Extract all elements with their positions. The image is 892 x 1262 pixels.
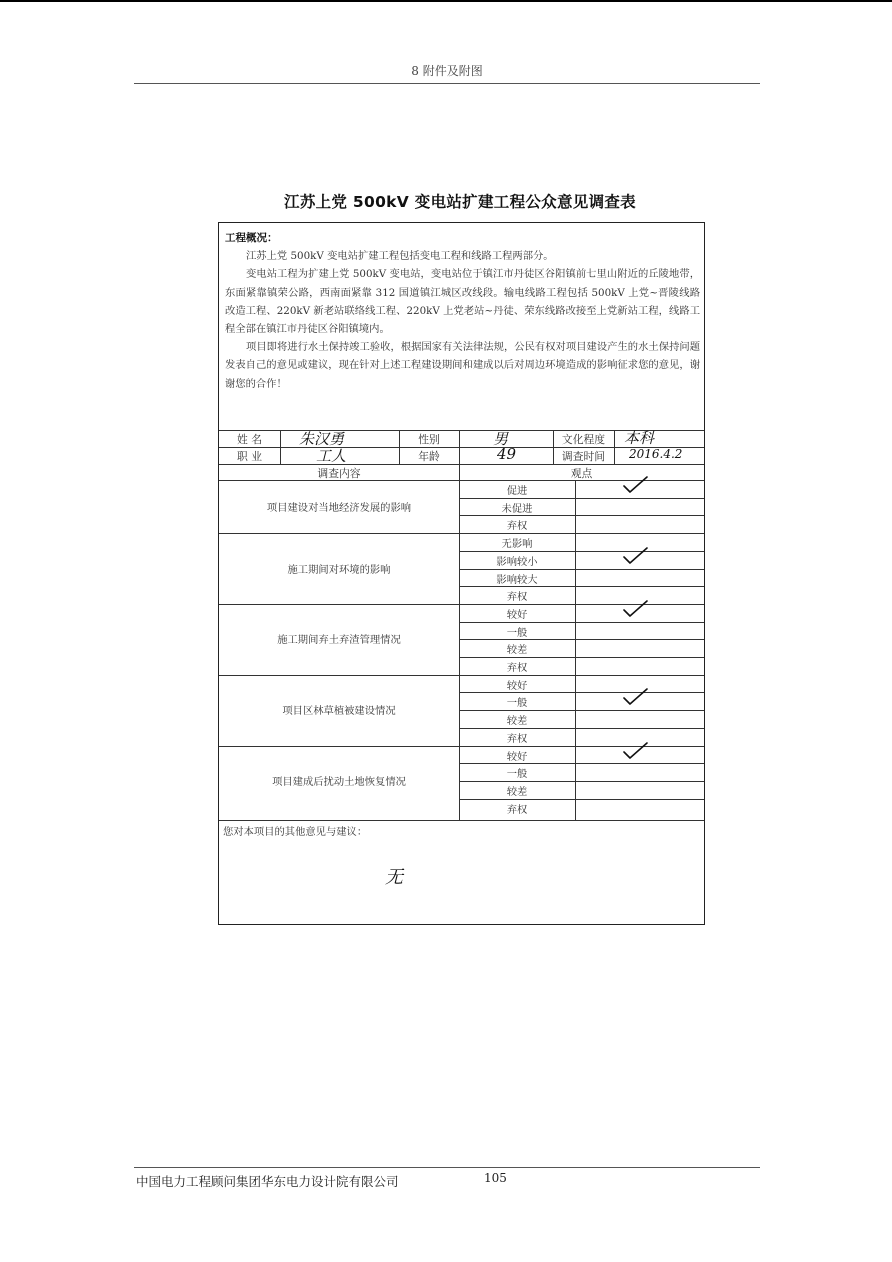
content-header: 调查内容 xyxy=(317,467,361,480)
question-topic: 项目区林草植被建设情况 xyxy=(282,705,396,718)
question-rule xyxy=(219,675,704,676)
option-label: 较差 xyxy=(506,715,528,728)
comments-value: 无 xyxy=(385,867,403,888)
survey-table xyxy=(218,222,705,925)
project-overview xyxy=(225,229,700,393)
date-value: 2016.4.2 xyxy=(629,447,683,461)
overview-paragraph-3: 项目即将进行水土保持竣工验收，根据国家有关法律法规，公民有权对项目建设产生的水土保持问题发表自己的意见或建议，现在针对上述工程建设期间和建成以后对周边环境造成的影响征求您的意见，谢谢您的合作！ xyxy=(225,341,700,390)
option-label: 未促进 xyxy=(501,502,533,515)
gender-label: 性别 xyxy=(418,433,440,446)
option-label: 一般 xyxy=(506,626,528,639)
option-rule xyxy=(459,692,704,693)
option-label: 弃权 xyxy=(506,662,528,674)
date-label: 调查时间 xyxy=(561,450,606,463)
option-label: 一般 xyxy=(506,697,528,710)
option-rule xyxy=(459,710,704,711)
option-label: 较好 xyxy=(506,679,528,692)
page-header: 8 附件及附图 xyxy=(411,64,483,78)
option-label: 弃权 xyxy=(506,803,528,816)
option-rule xyxy=(459,586,704,587)
scanned-survey-form xyxy=(200,190,720,930)
grid-rule xyxy=(219,820,704,821)
option-rule xyxy=(459,763,704,764)
grid-divider xyxy=(459,430,460,464)
grid-divider xyxy=(614,430,615,464)
option-rule xyxy=(459,551,704,552)
option-label: 较差 xyxy=(506,644,528,657)
grid-divider xyxy=(575,480,576,820)
overview-heading: 工程概况： xyxy=(225,232,278,244)
overview-paragraph-1: 江苏上党 500kV 变电站扩建工程包括变电工程和线路工程两部分。 xyxy=(246,250,554,263)
occupation-label: 职 业 xyxy=(236,450,263,463)
gender-value: 男 xyxy=(493,430,509,448)
comments-label: 您对本项目的其他意见与建议： xyxy=(223,826,368,838)
option-rule xyxy=(459,639,704,640)
option-label: 弃权 xyxy=(506,591,528,604)
option-rule xyxy=(459,781,704,782)
education-value: 本科 xyxy=(624,429,655,447)
check-mark-icon xyxy=(621,687,649,707)
grid-rule xyxy=(219,464,704,465)
opinion-header: 观点 xyxy=(570,467,593,480)
header-rule xyxy=(134,83,760,84)
name-label: 姓 名 xyxy=(236,433,263,446)
option-rule xyxy=(459,569,704,570)
option-label: 影响较小 xyxy=(496,555,538,568)
option-label: 弃权 xyxy=(506,732,528,745)
option-rule xyxy=(459,799,704,800)
check-mark-icon xyxy=(621,599,649,619)
question-topic: 项目建成后扰动土地恢复情况 xyxy=(272,775,406,788)
option-label: 较好 xyxy=(506,750,528,763)
option-rule xyxy=(459,498,704,499)
check-mark-icon xyxy=(621,741,649,761)
option-label: 弃权 xyxy=(506,520,528,533)
option-label: 无影响 xyxy=(501,538,533,551)
grid-divider xyxy=(280,430,281,464)
option-label: 较差 xyxy=(506,785,528,798)
question-topic: 施工期间弃土弃渣管理情况 xyxy=(277,634,401,647)
option-label: 一般 xyxy=(506,768,528,781)
survey-title: 江苏上党 500kV 变电站扩建工程公众意见调查表 xyxy=(284,193,636,211)
occupation-value: 工人 xyxy=(316,447,347,465)
option-rule xyxy=(459,515,704,516)
check-mark-icon xyxy=(621,475,649,495)
option-label: 较好 xyxy=(506,608,528,621)
option-label: 影响较大 xyxy=(496,573,538,586)
age-value: 49 xyxy=(497,445,517,463)
check-mark-icon xyxy=(621,546,649,566)
option-rule xyxy=(459,622,704,623)
option-rule xyxy=(459,728,704,729)
footer-rule xyxy=(134,1167,760,1168)
option-rule xyxy=(459,657,704,658)
name-value: 朱汉勇 xyxy=(299,430,345,448)
survey-grid xyxy=(219,430,704,820)
question-topic: 项目建设对当地经济发展的影响 xyxy=(266,501,412,514)
overview-paragraph-2: 变电站工程为扩建上党 500kV 变电站，变电站位于镇江市丹徒区谷阳镇前七里山附近的丘陵地带，东面紧靠镇荣公路，西南面紧靠 312 国道镇江城区改线段。输电线路工程包括 500kV 上党~晋陵线路改造工程、220kV 新老站联络线工程、220kV 上党老站~丹徒、荣东线路改接至上党新站工程，线路工程全部在镇江市丹徒区谷阳镇境内。 xyxy=(225,268,700,336)
page-number: 105 xyxy=(484,1171,507,1185)
option-label: 促进 xyxy=(506,485,528,497)
age-label: 年龄 xyxy=(418,450,440,463)
education-label: 文化程度 xyxy=(561,433,606,446)
question-topic: 施工期间对环境的影响 xyxy=(287,563,391,576)
page-top-edge xyxy=(0,0,892,2)
question-rule xyxy=(219,533,704,534)
footer-organization: 中国电力工程顾问集团华东电力设计院有限公司 xyxy=(136,1174,399,1189)
